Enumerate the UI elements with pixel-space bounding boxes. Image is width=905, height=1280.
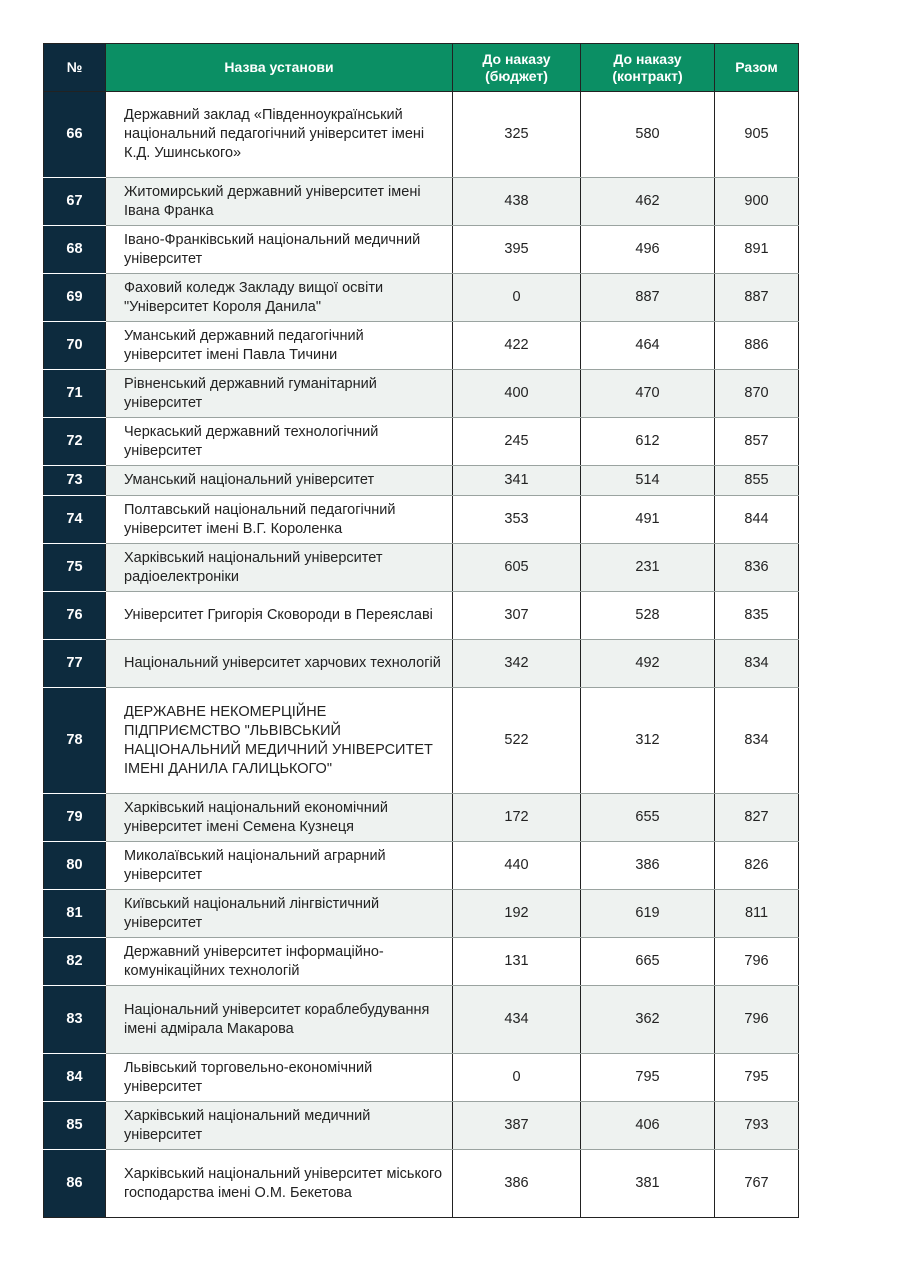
- table-row: [44, 496, 799, 544]
- institution-name: Харківський національний медичний університет: [106, 1102, 453, 1150]
- budget-value: 434: [453, 986, 581, 1054]
- total-value: 835: [715, 592, 799, 640]
- header-total: Разом: [715, 44, 799, 92]
- contract-value: 362: [581, 986, 715, 1054]
- budget-value: 0: [453, 274, 581, 322]
- contract-value: 514: [581, 466, 715, 496]
- row-number: 85: [44, 1102, 106, 1150]
- budget-value: 341: [453, 466, 581, 496]
- budget-value: 395: [453, 226, 581, 274]
- row-number: 86: [44, 1150, 106, 1218]
- header-contract: До наказу (контракт): [581, 44, 715, 92]
- contract-value: 464: [581, 322, 715, 370]
- budget-value: 422: [453, 322, 581, 370]
- total-value: 870: [715, 370, 799, 418]
- budget-value: 387: [453, 1102, 581, 1150]
- institution-name: Національний університет кораблебудування імені адмірала Макарова: [106, 986, 453, 1054]
- row-number: 70: [44, 322, 106, 370]
- institution-name: Університет Григорія Сковороди в Переяславі: [106, 592, 453, 640]
- table-row: [44, 466, 799, 496]
- total-value: 827: [715, 794, 799, 842]
- institution-name: ДЕРЖАВНЕ НЕКОМЕРЦІЙНЕ ПІДПРИЄМСТВО "ЛЬВІВСЬКИЙ НАЦІОНАЛЬНИЙ МЕДИЧНИЙ УНІВЕРСИТЕТ ІМЕНІ ДАНИЛА ГАЛИЦЬКОГО": [106, 688, 453, 794]
- contract-value: 406: [581, 1102, 715, 1150]
- total-value: 811: [715, 890, 799, 938]
- total-value: 857: [715, 418, 799, 466]
- row-number: 73: [44, 466, 106, 496]
- contract-value: 312: [581, 688, 715, 794]
- table-row: [44, 274, 799, 322]
- header-institution-name: Назва установи: [106, 44, 453, 92]
- institution-name: Черкаський державний технологічний університет: [106, 418, 453, 466]
- total-value: 900: [715, 178, 799, 226]
- row-number: 76: [44, 592, 106, 640]
- institution-name: Уманський національний університет: [106, 466, 453, 496]
- institution-name: Уманський державний педагогічний університет імені Павла Тичини: [106, 322, 453, 370]
- contract-value: 887: [581, 274, 715, 322]
- budget-value: 325: [453, 92, 581, 178]
- institution-name: Державний університет інформаційно-комунікаційних технологій: [106, 938, 453, 986]
- total-value: 855: [715, 466, 799, 496]
- budget-value: 342: [453, 640, 581, 688]
- table-row: [44, 178, 799, 226]
- row-number: 69: [44, 274, 106, 322]
- row-number: 66: [44, 92, 106, 178]
- row-number: 68: [44, 226, 106, 274]
- institution-name: Миколаївський національний аграрний університет: [106, 842, 453, 890]
- budget-value: 172: [453, 794, 581, 842]
- budget-value: 522: [453, 688, 581, 794]
- budget-value: 440: [453, 842, 581, 890]
- table-row: [44, 1054, 799, 1102]
- contract-value: 381: [581, 1150, 715, 1218]
- total-value: 796: [715, 986, 799, 1054]
- row-number: 84: [44, 1054, 106, 1102]
- table-row: [44, 640, 799, 688]
- institution-name: Харківський національний університет радіоелектроніки: [106, 544, 453, 592]
- table-row: [44, 794, 799, 842]
- total-value: 844: [715, 496, 799, 544]
- contract-value: 496: [581, 226, 715, 274]
- contract-value: 491: [581, 496, 715, 544]
- institution-name: Івано-Франківський національний медичний університет: [106, 226, 453, 274]
- row-number: 75: [44, 544, 106, 592]
- contract-value: 231: [581, 544, 715, 592]
- header-row: [44, 44, 799, 92]
- ranking-table: [43, 43, 799, 1218]
- institution-name: Національний університет харчових технологій: [106, 640, 453, 688]
- contract-value: 462: [581, 178, 715, 226]
- total-value: 826: [715, 842, 799, 890]
- total-value: 796: [715, 938, 799, 986]
- budget-value: 400: [453, 370, 581, 418]
- total-value: 793: [715, 1102, 799, 1150]
- contract-value: 665: [581, 938, 715, 986]
- row-number: 79: [44, 794, 106, 842]
- row-number: 83: [44, 986, 106, 1054]
- row-number: 81: [44, 890, 106, 938]
- budget-value: 353: [453, 496, 581, 544]
- institution-name: Житомирський державний університет імені Івана Франка: [106, 178, 453, 226]
- table-row: [44, 592, 799, 640]
- table-row: [44, 986, 799, 1054]
- budget-value: 0: [453, 1054, 581, 1102]
- table-row: [44, 370, 799, 418]
- table-body: [44, 92, 799, 1218]
- institution-name: Рівненський державний гуманітарний університет: [106, 370, 453, 418]
- budget-value: 438: [453, 178, 581, 226]
- institution-name: Державний заклад «Південноукраїнський національний педагогічний університет імені К.Д. Ушинського»: [106, 92, 453, 178]
- contract-value: 386: [581, 842, 715, 890]
- total-value: 767: [715, 1150, 799, 1218]
- contract-value: 795: [581, 1054, 715, 1102]
- table-row: [44, 938, 799, 986]
- table-row: [44, 544, 799, 592]
- contract-value: 580: [581, 92, 715, 178]
- row-number: 80: [44, 842, 106, 890]
- row-number: 67: [44, 178, 106, 226]
- total-value: 834: [715, 688, 799, 794]
- table-row: [44, 842, 799, 890]
- table-row: [44, 1150, 799, 1218]
- row-number: 74: [44, 496, 106, 544]
- budget-value: 307: [453, 592, 581, 640]
- contract-value: 492: [581, 640, 715, 688]
- budget-value: 192: [453, 890, 581, 938]
- table-row: [44, 226, 799, 274]
- total-value: 886: [715, 322, 799, 370]
- row-number: 77: [44, 640, 106, 688]
- table-row: [44, 418, 799, 466]
- total-value: 905: [715, 92, 799, 178]
- total-value: 834: [715, 640, 799, 688]
- table-row: [44, 688, 799, 794]
- total-value: 836: [715, 544, 799, 592]
- row-number: 78: [44, 688, 106, 794]
- header-budget: До наказу (бюджет): [453, 44, 581, 92]
- institution-name: Полтавський національний педагогічний університет імені В.Г. Короленка: [106, 496, 453, 544]
- institution-name: Харківський національний університет міського господарства імені О.М. Бекетова: [106, 1150, 453, 1218]
- table-row: [44, 92, 799, 178]
- contract-value: 612: [581, 418, 715, 466]
- row-number: 72: [44, 418, 106, 466]
- contract-value: 528: [581, 592, 715, 640]
- institution-name: Фаховий коледж Закладу вищої освіти "Університет Короля Данила": [106, 274, 453, 322]
- contract-value: 619: [581, 890, 715, 938]
- contract-value: 655: [581, 794, 715, 842]
- institution-name: Харківський національний економічний університет імені Семена Кузнеця: [106, 794, 453, 842]
- table-row: [44, 322, 799, 370]
- budget-value: 245: [453, 418, 581, 466]
- total-value: 891: [715, 226, 799, 274]
- institution-name: Львівський торговельно-економічний університет: [106, 1054, 453, 1102]
- contract-value: 470: [581, 370, 715, 418]
- budget-value: 386: [453, 1150, 581, 1218]
- header-number: №: [44, 44, 106, 92]
- row-number: 71: [44, 370, 106, 418]
- table-row: [44, 890, 799, 938]
- total-value: 887: [715, 274, 799, 322]
- row-number: 82: [44, 938, 106, 986]
- budget-value: 131: [453, 938, 581, 986]
- budget-value: 605: [453, 544, 581, 592]
- institution-name: Київський національний лінгвістичний університет: [106, 890, 453, 938]
- total-value: 795: [715, 1054, 799, 1102]
- table-row: [44, 1102, 799, 1150]
